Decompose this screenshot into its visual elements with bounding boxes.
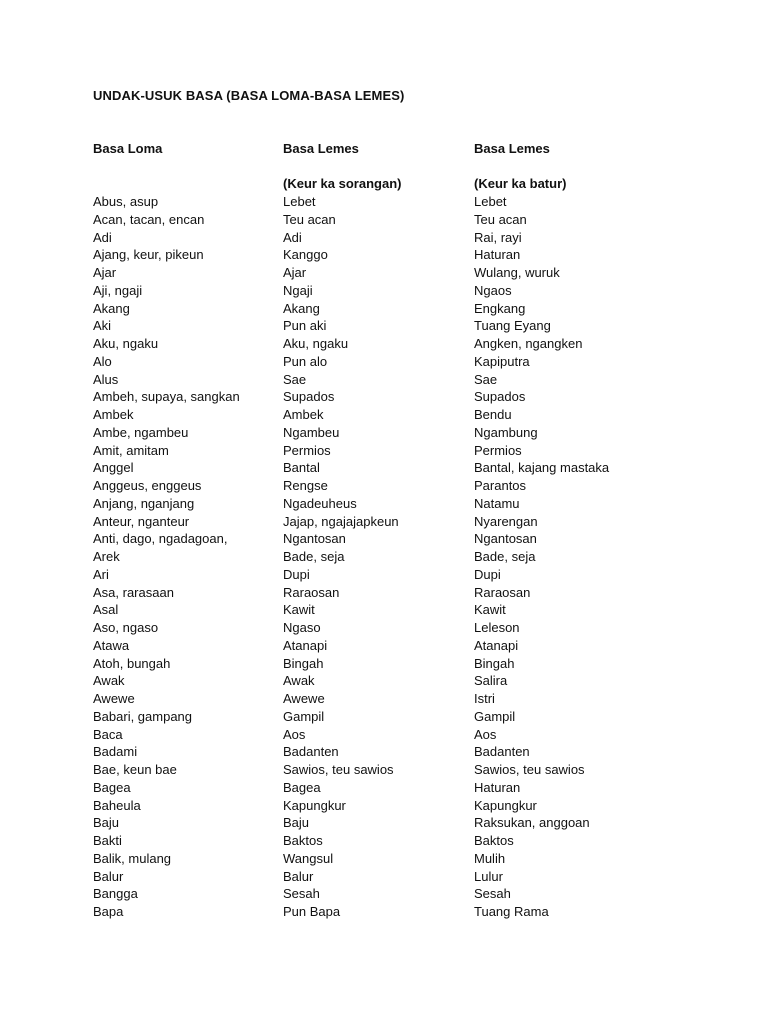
basa-loma-word: Aso, ngaso [93, 620, 159, 635]
vocabulary-row [0, 601, 768, 619]
vocabulary-row [0, 264, 768, 282]
vocabulary-row [0, 442, 768, 460]
basa-lemes-others-word: Supados [474, 389, 526, 405]
basa-loma-word: Ajar [93, 265, 117, 280]
basa-lemes-self-word: Dupi [283, 566, 310, 582]
basa-loma-word: Abus, asup [93, 194, 159, 209]
basa-loma-word: Akang [93, 300, 130, 316]
basa-lemes-self-word: Supados [283, 389, 335, 405]
basa-lemes-self-word: Wangsul [283, 850, 334, 866]
basa-loma-word: Baju [93, 815, 120, 831]
basa-lemes-others-word: Salira [474, 673, 508, 689]
vocabulary-row [0, 530, 768, 548]
basa-loma-word: Acan, tacan, encan [93, 211, 205, 227]
basa-loma-word: Ambeh, supaya, sangkan [93, 389, 240, 405]
basa-loma-word: Bagea [93, 779, 131, 795]
vocabulary-row [0, 513, 768, 531]
basa-lemes-self-word: Ambek [283, 407, 324, 422]
basa-lemes-self-word: Gampil [283, 708, 325, 724]
basa-lemes-others-word: Haturan [474, 779, 521, 795]
basa-loma-word: Aji, ngaji [93, 282, 143, 298]
basa-lemes-self-word: Balur [283, 868, 314, 884]
basa-lemes-self-word: Awewe [283, 691, 325, 706]
basa-loma-word: Adi [93, 229, 112, 245]
basa-lemes-self-word: Ngantosan [283, 531, 346, 547]
basa-lemes-others-word: Ngantosan [474, 531, 537, 547]
basa-loma-word: Ambek [93, 407, 134, 422]
basa-loma-word: Arek [93, 549, 120, 564]
vocabulary-row [0, 495, 768, 513]
basa-lemes-self-word: Pun aki [283, 318, 327, 334]
basa-lemes-self-word: Baju [283, 815, 310, 831]
basa-loma-word: Atawa [93, 637, 130, 653]
vocabulary-row [0, 353, 768, 371]
basa-loma-word: Balur [93, 868, 124, 884]
vocabulary-row [0, 903, 768, 921]
basa-lemes-self-word: Ngaso [283, 620, 321, 635]
basa-loma-word: Awewe [93, 691, 135, 706]
basa-lemes-self-word: Baktos [283, 833, 323, 848]
basa-loma-word: Bapa [93, 904, 124, 919]
basa-lemes-self-word: Teu acan [283, 211, 336, 227]
basa-lemes-others-word: Lebet [474, 194, 507, 209]
basa-lemes-others-word: Tuang Eyang [474, 318, 551, 334]
vocabulary-row [0, 317, 768, 335]
basa-lemes-others-word: Sawios, teu sawios [474, 762, 585, 777]
basa-loma-word: Asal [93, 602, 119, 618]
basa-lemes-self-word: Raraosan [283, 584, 340, 600]
basa-loma-word: Babari, gampang [93, 708, 193, 724]
basa-lemes-self-word: Sawios, teu sawios [283, 762, 394, 777]
vocabulary-row [0, 566, 768, 584]
basa-lemes-self-word: Ngaji [283, 282, 313, 298]
basa-lemes-self-word: Permios [283, 442, 331, 458]
vocabulary-row [0, 282, 768, 300]
vocabulary-row [0, 797, 768, 815]
vocabulary-row [0, 548, 768, 566]
basa-lemes-others-word: Permios [474, 442, 522, 458]
basa-loma-word: Asa, rarasaan [93, 584, 174, 600]
vocabulary-row [0, 619, 768, 637]
basa-lemes-others-word: Kapungkur [474, 797, 537, 813]
basa-lemes-others-word: Dupi [474, 566, 501, 582]
basa-lemes-others-word: Ngambung [474, 424, 538, 440]
basa-lemes-others-word: Wulang, wuruk [474, 265, 560, 280]
vocabulary-row [0, 690, 768, 708]
vocabulary-row [0, 814, 768, 832]
basa-loma-word: Alo [93, 353, 112, 369]
basa-lemes-others-word: Tuang Rama [474, 904, 549, 919]
basa-lemes-self-word: Atanapi [283, 637, 328, 653]
vocabulary-row [0, 832, 768, 850]
basa-lemes-others-word: Atanapi [474, 637, 519, 653]
basa-lemes-self-word: Sesah [283, 886, 320, 902]
basa-loma-word: Anti, dago, ngadagoan, [93, 531, 228, 547]
basa-lemes-self-word: Lebet [283, 194, 316, 209]
basa-loma-word: Balik, mulang [93, 850, 172, 866]
vocabulary-row [0, 477, 768, 495]
basa-lemes-others-word: Rai, rayi [474, 229, 522, 245]
vocabulary-row [0, 459, 768, 477]
subheader-keur-ka-sorangan: (Keur ka sorangan) [283, 176, 402, 191]
basa-lemes-self-word: Bantal [283, 460, 320, 476]
vocabulary-row [0, 335, 768, 353]
basa-lemes-self-word: Bingah [283, 655, 324, 671]
vocabulary-row [0, 300, 768, 318]
basa-lemes-others-word: Haturan [474, 247, 521, 263]
basa-lemes-others-word: Teu acan [474, 211, 527, 227]
basa-lemes-others-word: Gampil [474, 708, 516, 724]
basa-lemes-others-word: Sesah [474, 886, 511, 902]
vocabulary-row [0, 388, 768, 406]
basa-lemes-others-word: Parantos [474, 478, 527, 493]
vocabulary-row [0, 406, 768, 424]
basa-lemes-others-word: Mulih [474, 850, 506, 866]
basa-lemes-self-word: Pun Bapa [283, 904, 341, 919]
basa-lemes-others-word: Engkang [474, 300, 526, 316]
basa-lemes-self-word: Ajar [283, 265, 307, 280]
vocabulary-row [0, 672, 768, 690]
basa-lemes-others-word: Istri [474, 691, 495, 706]
subheader-keur-ka-batur: (Keur ka batur) [474, 176, 567, 191]
basa-lemes-others-word: Badanten [474, 744, 530, 760]
basa-lemes-self-word: Jajap, ngajajapkeun [283, 513, 399, 529]
basa-loma-word: Ari [93, 566, 109, 582]
basa-lemes-others-word: Leleson [474, 620, 520, 635]
header-basa-loma: Basa Loma [93, 141, 163, 156]
basa-lemes-self-word: Adi [283, 229, 302, 245]
vocabulary-row [0, 584, 768, 602]
basa-loma-word: Bae, keun bae [93, 762, 177, 777]
basa-lemes-others-word: Raksukan, anggoan [474, 815, 590, 831]
basa-lemes-others-word: Nyarengan [474, 513, 538, 529]
vocabulary-row [0, 761, 768, 779]
basa-lemes-self-word: Pun alo [283, 353, 328, 369]
basa-loma-word: Ajang, keur, pikeun [93, 247, 204, 263]
basa-lemes-self-word: Bade, seja [283, 549, 345, 564]
vocabulary-row [0, 850, 768, 868]
basa-loma-word: Baheula [93, 797, 141, 813]
basa-lemes-others-word: Natamu [474, 495, 520, 511]
vocabulary-row [0, 637, 768, 655]
basa-lemes-others-word: Raraosan [474, 584, 531, 600]
basa-lemes-others-word: Sae [474, 371, 498, 387]
basa-loma-word: Anggel [93, 460, 134, 476]
basa-lemes-others-word: Kawit [474, 602, 506, 618]
basa-loma-word: Ambe, ngambeu [93, 424, 189, 440]
vocabulary-row [0, 655, 768, 673]
basa-lemes-self-word: Sae [283, 371, 307, 387]
basa-lemes-self-word: Bagea [283, 779, 321, 795]
basa-loma-word: Bakti [93, 833, 122, 848]
basa-lemes-others-word: Bendu [474, 407, 512, 422]
basa-lemes-others-word: Aos [474, 726, 497, 742]
basa-lemes-others-word: Bantal, kajang mastaka [474, 460, 610, 476]
vocabulary-row [0, 193, 768, 211]
document-title: UNDAK-USUK BASA (BASA LOMA-BASA LEMES) [93, 88, 405, 103]
basa-lemes-others-word: Lulur [474, 868, 503, 884]
basa-lemes-self-word: Aku, ngaku [283, 336, 349, 351]
vocabulary-row [0, 779, 768, 797]
header-basa-lemes-self: Basa Lemes [283, 141, 359, 156]
basa-loma-word: Atoh, bungah [93, 655, 171, 671]
vocabulary-row [0, 229, 768, 247]
basa-lemes-self-word: Kanggo [283, 247, 328, 263]
basa-loma-word: Aki [93, 318, 112, 334]
vocabulary-row [0, 885, 768, 903]
basa-lemes-self-word: Kapungkur [283, 797, 346, 813]
header-basa-lemes-others: Basa Lemes [474, 141, 550, 156]
basa-loma-word: Awak [93, 673, 125, 689]
vocabulary-list [0, 193, 768, 921]
basa-lemes-self-word: Ngambeu [283, 424, 340, 440]
basa-lemes-others-word: Baktos [474, 833, 514, 848]
basa-loma-word: Anteur, nganteur [93, 513, 190, 529]
vocabulary-row [0, 371, 768, 389]
basa-lemes-self-word: Akang [283, 300, 320, 316]
basa-lemes-self-word: Kawit [283, 602, 315, 618]
basa-loma-word: Aku, ngaku [93, 336, 159, 351]
vocabulary-row [0, 424, 768, 442]
basa-lemes-self-word: Aos [283, 726, 306, 742]
basa-loma-word: Badami [93, 744, 138, 760]
vocabulary-row [0, 708, 768, 726]
vocabulary-row [0, 246, 768, 264]
basa-lemes-others-word: Bingah [474, 655, 515, 671]
basa-loma-word: Bangga [93, 886, 138, 902]
basa-lemes-others-word: Bade, seja [474, 549, 536, 564]
basa-loma-word: Baca [93, 726, 123, 742]
vocabulary-row [0, 211, 768, 229]
basa-lemes-self-word: Ngadeuheus [283, 495, 357, 511]
basa-lemes-others-word: Kapiputra [474, 353, 530, 369]
basa-loma-word: Alus [93, 371, 119, 387]
basa-lemes-self-word: Rengse [283, 478, 328, 493]
basa-lemes-self-word: Badanten [283, 744, 339, 760]
vocabulary-row [0, 743, 768, 761]
basa-loma-word: Amit, amitam [93, 442, 169, 458]
basa-lemes-self-word: Awak [283, 673, 315, 689]
vocabulary-row [0, 726, 768, 744]
basa-loma-word: Anjang, nganjang [93, 495, 195, 511]
basa-loma-word: Anggeus, enggeus [93, 478, 202, 493]
basa-lemes-others-word: Angken, ngangken [474, 336, 583, 351]
vocabulary-row [0, 868, 768, 886]
basa-lemes-others-word: Ngaos [474, 282, 512, 298]
